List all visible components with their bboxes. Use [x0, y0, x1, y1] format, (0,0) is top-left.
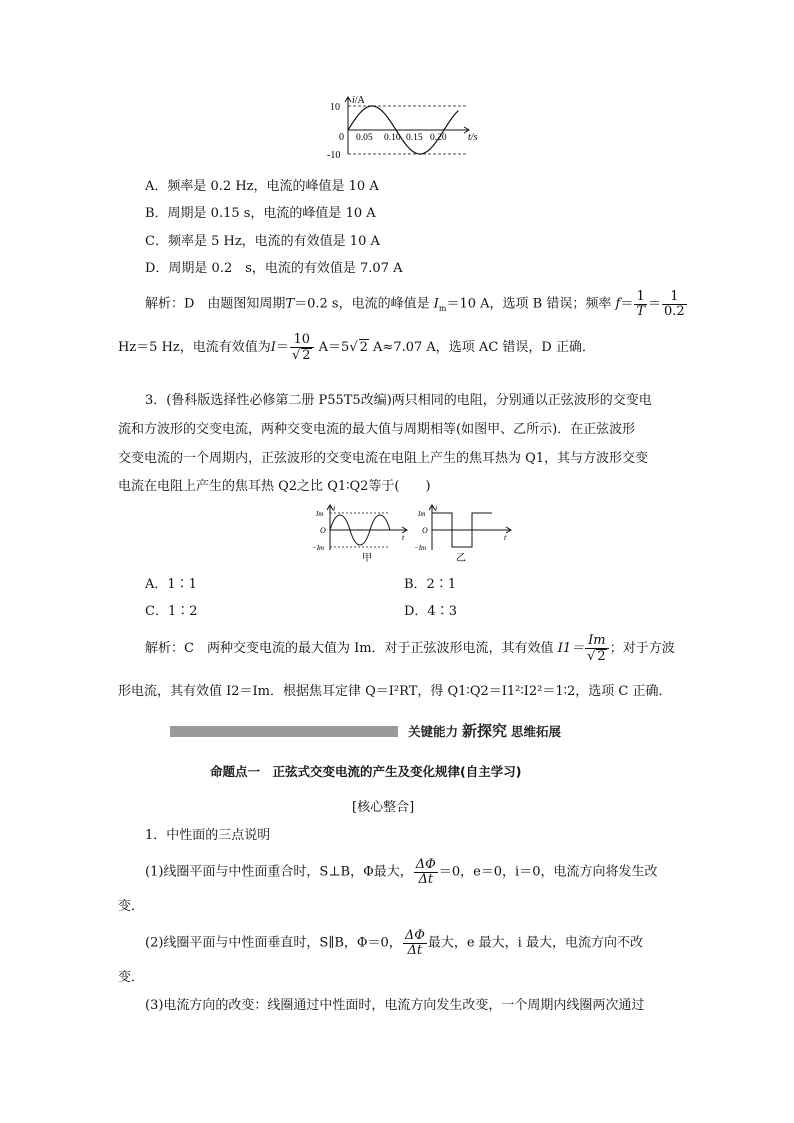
q3-option-c: C．1∶2 — [145, 604, 198, 619]
fraction-im-over-sqrt2: $\frac{Im}{√ 2}$ — [585, 634, 609, 663]
q2-option-b: B．周期是 0.15 s，电流的峰值是 10 A — [145, 206, 376, 221]
paragraph-3: (3)电流方向的改变：线圈通过中性面时，电流方向发生改变，一个周期内线圈两次通过 — [145, 998, 645, 1013]
svg-text:Im: Im — [418, 510, 426, 518]
section-banner: 关键能力 新探究 思维拓展 — [170, 722, 680, 740]
figure-jia-sine — [310, 502, 410, 564]
q2-analysis-line2: Hz＝5 Hz，电流有效值为I＝ $\frac{10}{√ 2}$ A＝5√ 2 A≈7.07 A，选项 AC 错误，D 正确． — [118, 332, 595, 363]
svg-text:Im: Im — [316, 510, 324, 518]
q3-option-d: D．4∶3 — [404, 604, 457, 619]
x-tick-0.15: 0.15 — [406, 133, 423, 143]
svg-text:t: t — [402, 533, 405, 542]
q2-option-a: A．频率是 0.2 Hz，电流的峰值是 10 A — [145, 179, 379, 194]
q3-stem-line1: 3．(鲁科版选择性必修第二册 P55T5改编)两只相同的电阻，分别通以正弦波形的交变电 — [145, 393, 652, 408]
y-tick-10: 10 — [330, 102, 340, 113]
svg-text:−Im: −Im — [414, 544, 427, 552]
x-tick-0: 0 — [339, 132, 344, 143]
q3-stem-line3: 交变电流的一个周期内，正弦波形的交变电流在电阻上产生的焦耳热为 Q1，其与方波形交变 — [118, 451, 649, 466]
paragraph-2: (2)线圈平面与中性面垂直时，S∥B，Φ＝0， $\frac{\Delta\Phi}{\Delta t}$ 最大，e 最大，i 最大，电流方向不改 — [145, 928, 643, 958]
section-subtitle: [核心整合] — [352, 800, 415, 815]
fraction-1-over-0.2: $\frac{1}{0.2}$ — [664, 289, 685, 319]
paragraph-2-cont: 变． — [118, 970, 145, 985]
svg-text:O: O — [320, 526, 326, 535]
q3-stem-line4: 电流在电阻上产生的焦耳热 Q2之比 Q1∶Q2等于( ) — [118, 479, 431, 494]
q3-analysis-line1: 解析：C 两种交变电流的最大值为 Im．对于正弦波形电流，其有效值 I1＝ $\frac{Im}{√ 2}$ ；对于方波 — [145, 633, 675, 664]
fraction-1-over-T: $\frac{1}{T}$ — [636, 289, 645, 319]
q3-stem-line2: 流和方波形的交变电流，两种交变电流的最大值与周期相等(如图甲、乙所示)．在正弦波形 — [118, 422, 636, 437]
item-1-heading: 1．中性面的三点说明 — [145, 828, 271, 843]
q3-option-a: A．1∶1 — [145, 577, 197, 592]
caption-jia: 甲 — [362, 553, 372, 564]
svg-text:O: O — [422, 526, 428, 535]
q2-option-c: C．频率是 5 Hz，电流的有效值是 10 A — [145, 234, 380, 249]
paragraph-1-cont: 变． — [118, 899, 145, 914]
svg-text:−Im: −Im — [312, 544, 325, 552]
paragraph-1: (1)线圈平面与中性面重合时，S⊥B，Φ最大， $\frac{\Delta\Phi}{\Delta t}$ ＝0，e＝0，i＝0，电流方向将发生改 — [145, 857, 658, 887]
sine-current-graph — [318, 92, 498, 162]
q2-analysis-line1: 解析：D 由题图知周期T＝0.2 s，电流的峰值是 $I_m=10$ A，选项 B 错误；频率 f＝ $\frac{1}{T}$ ＝ $\frac{1}{0.2}$ — [145, 289, 685, 319]
caption-yi: 乙 — [456, 553, 466, 564]
x-tick-0.05: 0.05 — [356, 133, 373, 143]
y-axis-label: i/A — [352, 95, 365, 106]
q3-analysis-line2: 形电流，其有效值 I2＝Im．根据焦耳定律 Q＝I²RT，得 Q1∶Q2＝I1²∶I2²＝1∶2，选项 C 正确． — [118, 684, 672, 699]
y-tick-neg10: -10 — [327, 150, 341, 161]
fraction-10-over-sqrt2: $\frac{10}{√ 2}$ — [290, 333, 314, 362]
svg-text:i: i — [435, 504, 438, 513]
svg-text:i: i — [333, 504, 336, 513]
section-title: 命题点一 正弦式交变电流的产生及变化规律(自主学习) — [210, 764, 522, 779]
svg-text:t: t — [504, 533, 507, 542]
q2-option-d: D．周期是 0.2 s，电流的有效值是 7.07 A — [145, 261, 403, 276]
q3-option-b: B．2∶1 — [404, 577, 457, 592]
x-axis-label: t/s — [468, 132, 478, 143]
figure-yi-square — [414, 502, 518, 564]
x-tick-0.10: 0.10 — [384, 133, 401, 143]
x-tick-0.20: 0.20 — [430, 133, 447, 143]
